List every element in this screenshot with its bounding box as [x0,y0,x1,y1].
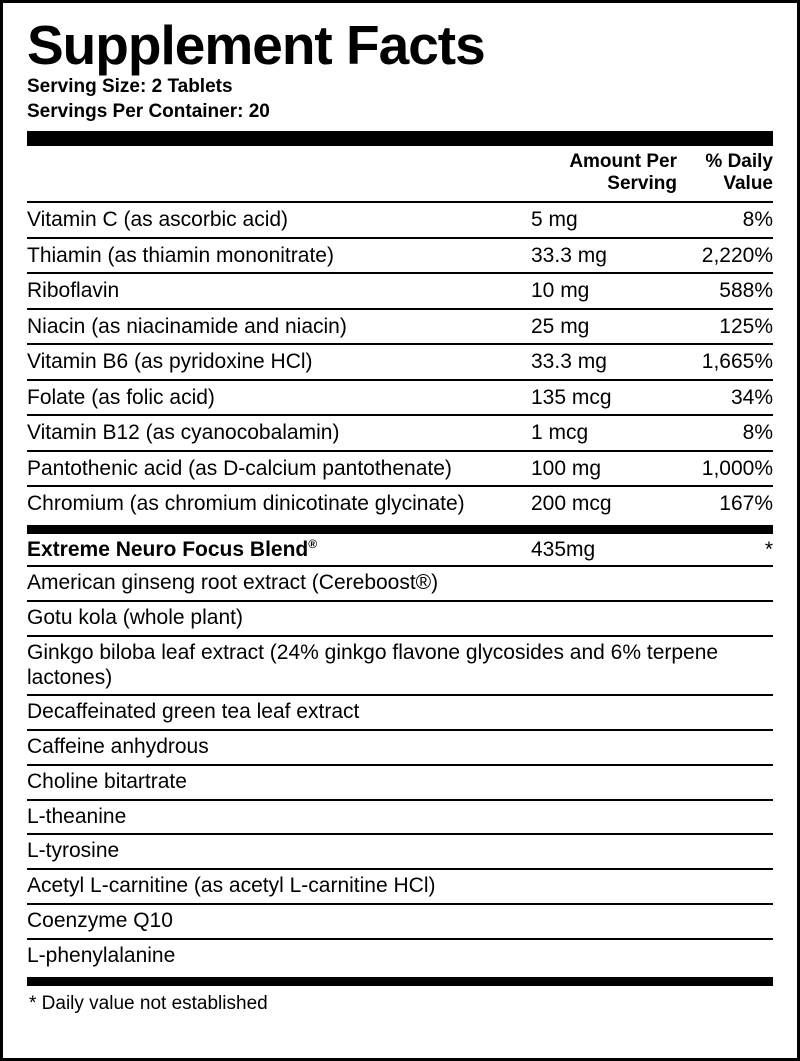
nutrition-table [27,146,773,520]
nutrient-dv: 588% [677,273,773,309]
nutrient-amount: 200 mcg [527,486,677,521]
registered-trademark-icon: ® [308,536,318,551]
list-item [27,730,773,765]
divider-thick-blend [27,525,773,534]
blend-name-text: Extreme Neuro Focus Blend [27,537,309,561]
ingredient-name: Decaffeinated green tea leaf extract [27,695,773,730]
nutrient-dv: 1,000% [677,451,773,487]
nutrient-dv: 125% [677,309,773,345]
nutrient-amount: 33.3 mg [527,238,677,274]
blend-row [27,534,773,567]
nutrient-name: Vitamin B6 (as pyridoxine HCl) [27,344,527,380]
table-row [27,309,773,345]
bottom-spacer [27,1015,773,1048]
header-dv-line2: Value [723,173,773,195]
table-row [27,273,773,309]
nutrient-amount: 25 mg [527,309,677,345]
header-dv-line1: % Daily [705,151,773,173]
blend-name [27,534,527,567]
list-item [27,601,773,636]
table-row [27,344,773,380]
header-amount-per-serving [527,146,677,202]
ingredient-name: Coenzyme Q10 [27,904,773,939]
nutrient-amount: 33.3 mg [527,344,677,380]
page-title: Supplement Facts [27,14,485,76]
serving-size: Serving Size: 2 Tablets [27,76,233,98]
nutrient-name: Pantothenic acid (as D-calcium pantothenate) [27,451,527,487]
ingredient-name: Gotu kola (whole plant) [27,601,773,636]
blend-dv: * [764,537,773,561]
ingredient-name: L-phenylalanine [27,939,773,973]
nutrient-dv: 167% [677,486,773,521]
nutrient-name: Vitamin B12 (as cyanocobalamin) [27,415,527,451]
nutrient-name: Folate (as folic acid) [27,380,527,416]
header-amount-line2: Serving [607,173,677,195]
nutrient-dv: 2,220% [677,238,773,274]
list-item [27,869,773,904]
nutrient-amount: 100 mg [527,451,677,487]
list-item [27,800,773,835]
nutrient-dv: 34% [677,380,773,416]
list-item [27,695,773,730]
ingredient-name: Choline bitartrate [27,765,773,800]
ingredient-name: Ginkgo biloba leaf extract (24% ginkgo flavone glycosides and 6% terpene lactones) [27,636,773,696]
list-item [27,636,773,696]
table-row [27,451,773,487]
table-header-row [27,146,773,202]
list-item [27,939,773,973]
list-item [27,765,773,800]
nutrient-amount: 1 mcg [527,415,677,451]
nutrient-name: Thiamin (as thiamin mononitrate) [27,238,527,274]
ingredient-name: Caffeine anhydrous [27,730,773,765]
nutrient-dv: 8% [677,415,773,451]
nutrient-amount: 10 mg [527,273,677,309]
divider-thick-top [27,131,773,146]
nutrient-name: Riboflavin [27,273,527,309]
nutrient-amount: 5 mg [527,202,677,238]
nutrient-name: Chromium (as chromium dinicotinate glycinate) [27,486,527,521]
ingredient-name: L-theanine [27,800,773,835]
list-item [27,566,773,601]
list-item [27,834,773,869]
table-row [27,415,773,451]
ingredient-name: American ginseng root extract (Cereboost®) [27,566,773,601]
footnote: * Daily value not established [29,992,268,1014]
header-amount-line1: Amount Per [569,151,677,173]
nutrient-amount: 135 mcg [527,380,677,416]
table-row [27,486,773,521]
table-row [27,202,773,238]
servings-per-container: Servings Per Container: 20 [27,100,270,122]
table-row [27,238,773,274]
list-item [27,904,773,939]
divider-thick-bottom [27,977,773,986]
nutrient-name: Niacin (as niacinamide and niacin) [27,309,527,345]
header-nutrient [27,146,527,202]
nutrient-dv: 8% [677,202,773,238]
ingredient-name: L-tyrosine [27,834,773,869]
nutrient-dv: 1,665% [677,344,773,380]
ingredient-name: Acetyl L-carnitine (as acetyl L-carnitine HCl) [27,869,773,904]
blend-table [27,534,773,973]
blend-amount: 435mg [531,537,596,561]
header-daily-value [677,146,773,202]
table-row [27,380,773,416]
nutrient-name: Vitamin C (as ascorbic acid) [27,202,527,238]
